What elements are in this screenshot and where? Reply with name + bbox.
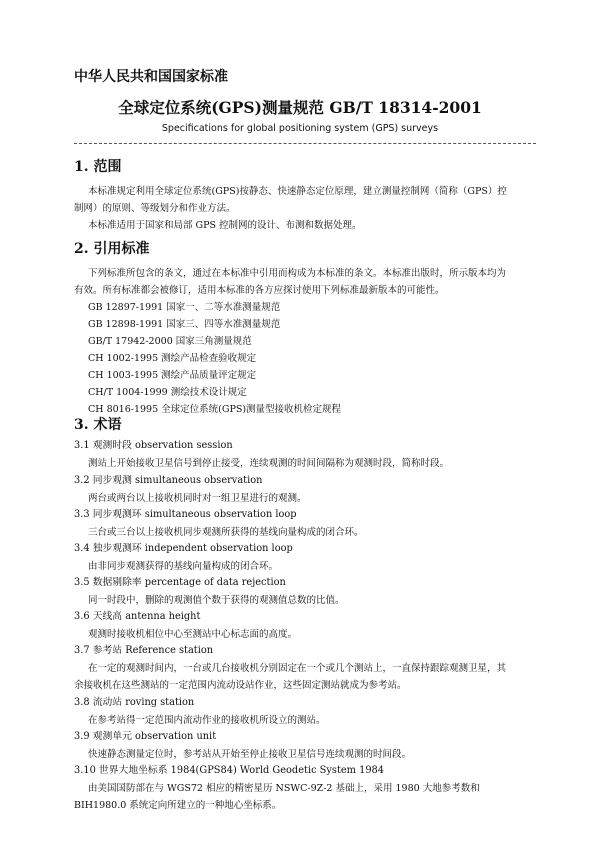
term-definition: 观测时接收机相位中心至测站中心标志面的高度。 [88, 629, 298, 640]
term-definition: 在一定的观测时间内，一台或几台接收机分别固定在一个或几个测站上，一直保持跟踪观测卫星，其 [88, 663, 507, 674]
term-definition: 测站上开始接收卫星信号到停止接受，连续观测的时间间隔称为观测时段，简称时段。 [88, 458, 450, 469]
section-3-heading: 3. 术语 [74, 417, 122, 433]
term-entry: 3.9 观测单元 observation unit [74, 731, 217, 742]
term-definition: 同一时段中，删除的观测值个数于获得的观测值总数的比值。 [88, 595, 345, 606]
term-entry: 3.6 天线高 antenna height [74, 611, 201, 622]
term-entry: 3.8 流动站 roving station [74, 697, 195, 708]
section-2-heading: 2. 引用标准 [74, 241, 150, 257]
section-1-paragraph-line: 本标准适用于国家和局部 GPS 控制网的设计、布测和数据处理。 [88, 220, 362, 231]
reference-item: GB/T 17942-2000 国家三角测量规范 [88, 336, 252, 347]
term-definition: BIH1980.0 系统定向所建立的一种地心坐标系。 [74, 800, 282, 811]
term-definition: 三台或三台以上接收机同步观测所获得的基线向量构成的闭合环。 [88, 527, 364, 538]
reference-item: GB 12898-1991 国家三、四等水准测量规范 [88, 319, 281, 330]
reference-item: CH 8016-1995 全球定位系统(GPS)测量型接收机检定规程 [88, 404, 342, 415]
term-definition: 余接收机在这些测站的一定范围内流动设站作业，这些固定测站就成为参考站。 [74, 680, 407, 691]
section-2-paragraph-line: 下列标准所包含的条文，通过在本标准中引用而构成为本标准的条文。本标准出版时，所示版本均为 [88, 268, 507, 279]
issuing-organization: 中华人民共和国国家标准 [74, 69, 228, 85]
term-definition: 由非同步观测获得的基线向量构成的闭合环。 [88, 561, 279, 572]
term-definition: 由美国国防部在与 WGS72 相应的精密星历 NSWC-9Z-2 基础上，采用 1980 大地参考数和 [88, 783, 480, 794]
section-1-paragraph-line: 本标准规定利用全球定位系统(GPS)按静态、快速静态定位原理，建立测量控制网（简称（GPS）控 [88, 186, 507, 197]
term-entry: 3.1 观测时段 observation session [74, 440, 233, 451]
header-divider [74, 143, 536, 144]
term-definition: 两台或两台以上接收机同时对一组卫星进行的观测。 [88, 493, 307, 504]
term-entry: 3.4 独步观测环 independent observation loop [74, 543, 293, 554]
reference-item: CH 1002-1995 测绘产品检查验收规定 [88, 353, 257, 364]
document-title: 全球定位系统(GPS)测量规范 GB/T 18314-2001 [118, 98, 482, 117]
term-entry: 3.10 世界大地坐标系 1984(GPS84) World Geodetic System 1984 [74, 765, 385, 776]
term-entry: 3.5 数据剔除率 percentage of data rejection [74, 577, 286, 588]
term-definition: 快速静态测量定位时，参考站从开始至停止接收卫星信号连续观测的时间段。 [88, 749, 412, 760]
term-entry: 3.7 参考站 Reference station [74, 645, 214, 656]
section-1-paragraph-line: 制网）的原则、等级划分和作业方法。 [74, 203, 236, 214]
section-1-heading: 1. 范围 [74, 159, 122, 175]
term-definition: 在参考站得一定范围内流动作业的接收机所设立的测站。 [88, 715, 326, 726]
reference-item: CH 1003-1995 测绘产品质量评定规定 [88, 370, 257, 381]
document-subtitle: Specifications for global positioning system (GPS) surveys [161, 123, 439, 134]
term-entry: 3.2 同步观测 simultaneous observation [74, 475, 263, 486]
section-2-paragraph-line: 有效。所有标准都会被修订，适用本标准的各方应探讨使用下列标准最新版本的可能性。 [74, 285, 445, 296]
reference-item: GB 12897-1991 国家一、二等水准测量规范 [88, 302, 281, 313]
term-entry: 3.3 同步观测环 simultaneous observation loop [74, 509, 297, 520]
reference-item: CH/T 1004-1999 测绘技术设计规定 [88, 387, 247, 398]
